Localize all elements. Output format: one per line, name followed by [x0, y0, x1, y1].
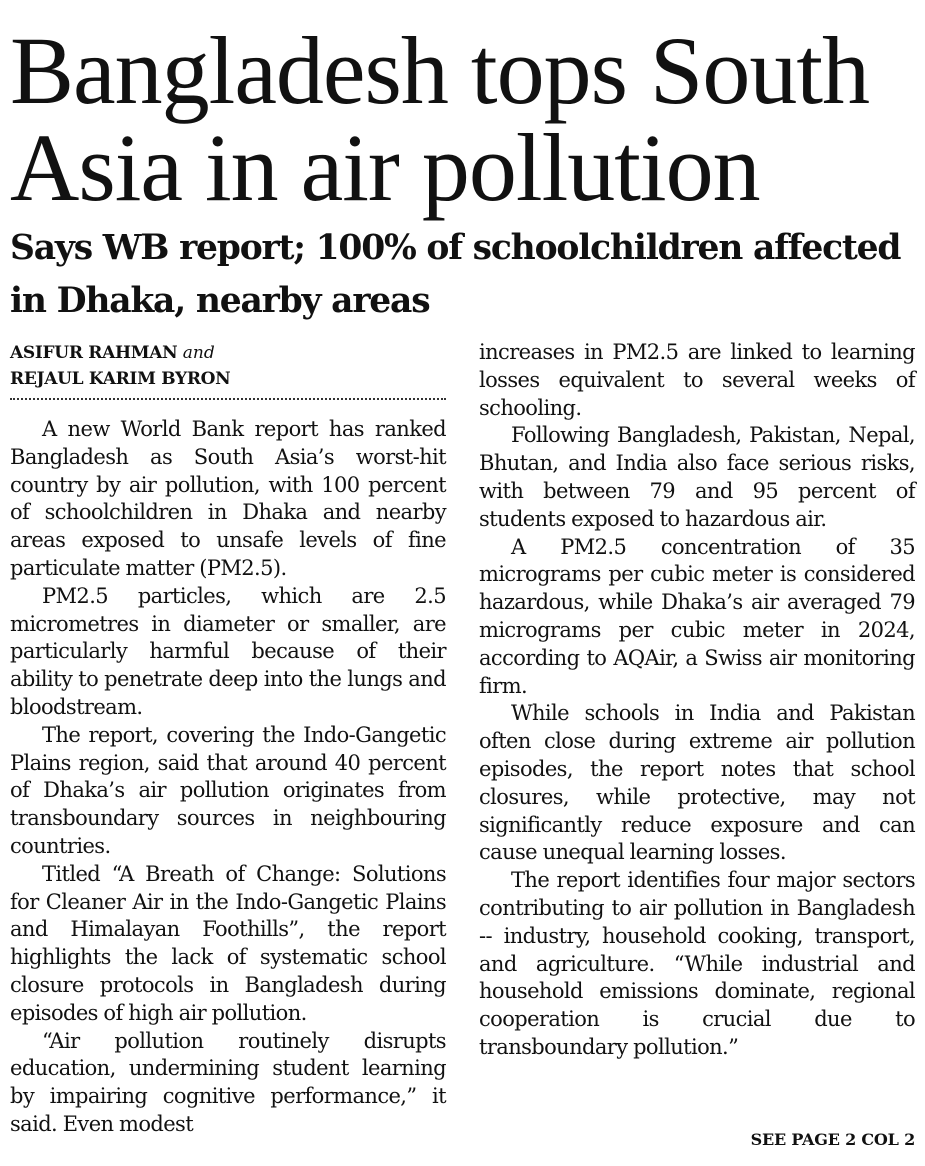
paragraph-continuation: increases in PM2.5 are linked to learning losses equivalent to several weeks of schooling.	[479, 340, 915, 420]
paragraph: The report, covering the Indo-Gangetic Plains region, said that around 40 percent of Dhaka’s air pollution originates from transboundary sources in neighbouring countries.	[10, 722, 446, 858]
deck-subheadline: Says WB report; 100% of schoolchildren affected in Dhaka, nearby areas	[10, 228, 901, 321]
author-name-1: ASIFUR RAHMAN	[10, 343, 178, 363]
paragraph: A PM2.5 concentration of 35 micrograms per cubic meter is considered hazardous, while Dhaka’s air averaged 79 micrograms per cubic meter in 2024, according to AQAir, a Swiss air monitoring firm.	[479, 534, 915, 698]
byline	[10, 340, 446, 392]
author-name-2: REJAUL KARIM BYRON	[10, 369, 231, 389]
paragraph: While schools in India and Pakistan often close during extreme air pollution episodes, the report notes that school closures, while protective, may not significantly reduce exposure and can cause unequal learning losses.	[479, 701, 915, 865]
paragraph: The report identifies four major sectors contributing to air pollution in Bangladesh -- industry, household cooking, transport, and agriculture. “While industrial and household emissions dominate, regional cooperation is crucial due to transboundary pollution.”	[479, 868, 915, 1059]
paragraph: A new World Bank report has ranked Bangladesh as South Asia’s worst-hit country by air pollution, with 100 percent of schoolchildren in Dhaka and nearby areas exposed to unsafe levels of fine particulate matter (PM2.5).	[10, 417, 446, 580]
headline: Bangladesh tops South Asia in air pollution	[10, 17, 869, 221]
paragraph: Titled “A Breath of Change: Solutions for Cleaner Air in the Indo-Gangetic Plains and Himalayan Foothills”, the report highlights the lack of systematic school closure protocols in Bangladesh during episodes of high air pollution.	[10, 861, 446, 1025]
paragraph: PM2.5 particles, which are 2.5 micrometres in diameter or smaller, are particularly harmful because of their ability to penetrate deep into the lungs and bloodstream.	[10, 583, 446, 719]
byline-conjunction: and	[182, 343, 215, 363]
article-column-2	[479, 339, 915, 1062]
continued-on-jump-line: SEE PAGE 2 COL 2	[750, 1130, 915, 1149]
article-column-1	[10, 416, 446, 1139]
paragraph: Following Bangladesh, Pakistan, Nepal, Bhutan, and India also face serious risks, with between 79 and 95 percent of students exposed to hazardous air.	[479, 423, 915, 531]
byline-dotted-rule	[10, 398, 446, 400]
paragraph: “Air pollution routinely disrupts education, undermining student learning by impairing cognitive performance,” it said. Even modest	[10, 1028, 446, 1136]
